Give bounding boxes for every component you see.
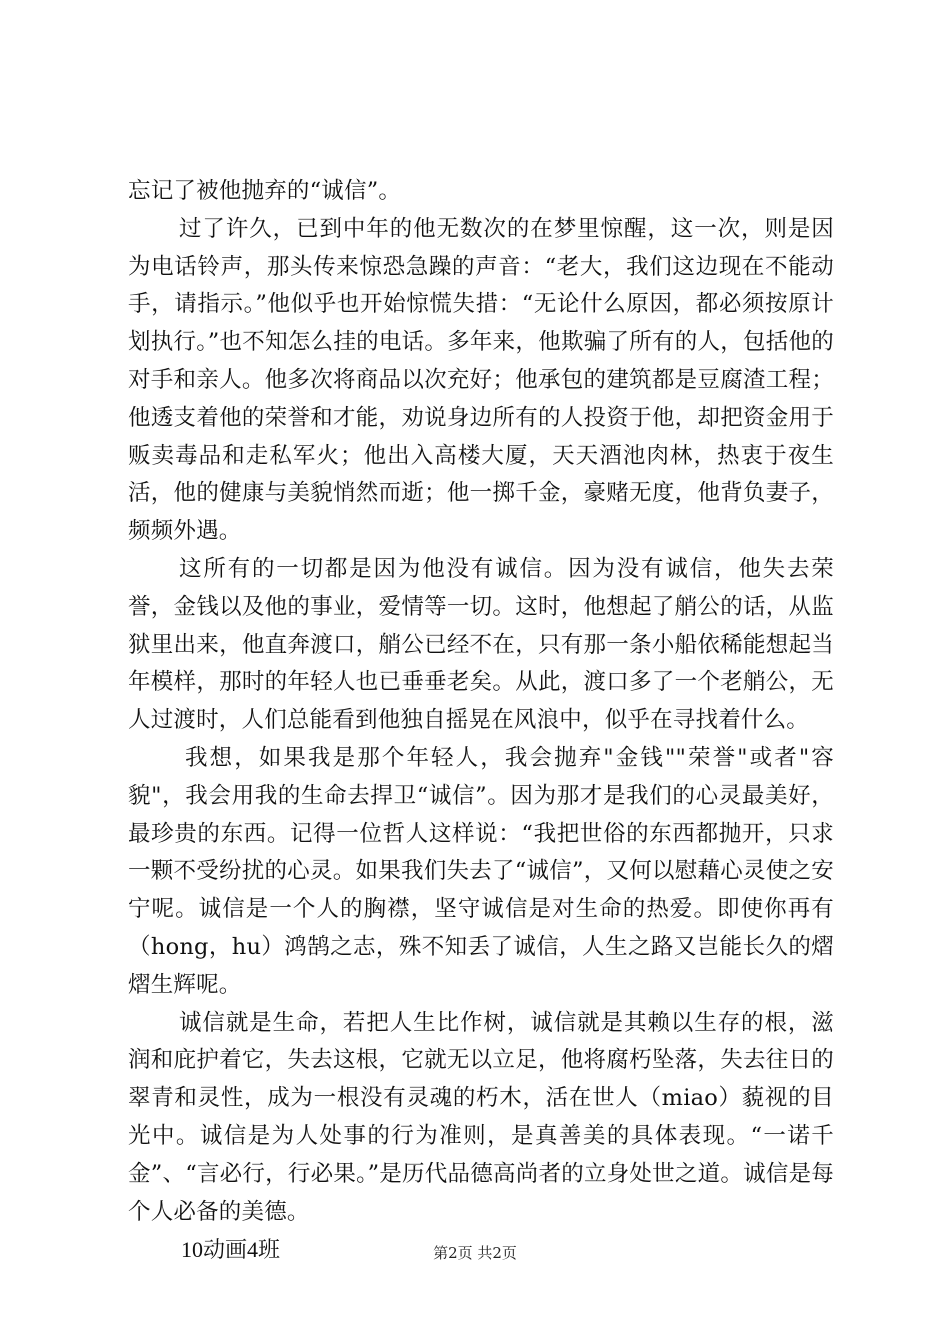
paragraph: 这所有的一切都是因为他没有诚信。因为没有诚信，他失去荣誉，金钱以及他的事业，爱情等一切。这时，他想起了艄公的话，从监狱里出来，他直奔渡口，艄公已经不在，只有那一条小船依稀能想起当年模样，那时的年轻人也已垂垂老矣。从此，渡口多了一个老艄公，无人过渡时，人们总能看到他独自摇晃在风浪中，似乎在寻找着什么。 (128, 555, 834, 734)
document-body (128, 173, 834, 1269)
paragraph: 过了许久，已到中年的他无数次的在梦里惊醒，这一次，则是因为电话铃声，那头传来惊恐急躁的声音：“老大，我们这边现在不能动手，请指示。”他似乎也开始惊慌失措：“无论什么原因，都必须按原计划执行。”也不知怎么挂的电话。多年来，他欺骗了所有的人，包括他的对手和亲人。他多次将商品以次充好；他承包的建筑都是豆腐渣工程；他透支着他的荣誉和才能，劝说身边所有的人投资于他，却把资金用于贩卖毒品和走私军火；他出入高楼大厦，天天酒池肉林，热衷于夜生活，他的健康与美貌悄然而逝；他一掷千金，豪赌无度，他背负妻子，频频外遇。 (128, 215, 834, 545)
paragraph-continuation: 忘记了被他抛弃的“诚信”。 (128, 178, 402, 204)
paragraph: 诚信就是生命，若把人生比作树，诚信就是其赖以生存的根，滋润和庇护着它，失去这根，它就无以立足，他将腐朽坠落，失去往日的翠青和灵性，成为一根没有灵魂的朽木，活在世人（miao）藐视的目光中。诚信是为人处事的行为准则，是真善美的具体表现。“一诺千金”、“言必行，行必果。”是历代品德高尚者的立身处世之道。诚信是每个人必备的美德。 (128, 1009, 834, 1225)
class-signature: 10动画4班 (181, 1237, 281, 1263)
paragraph: 我想，如果我是那个年轻人，我会抛弃"金钱""荣誉"或者"容貌"，我会用我的生命去捍卫“诚信”。因为那才是我们的心灵最美好，最珍贵的东西。记得一位哲人这样说：“我把世俗的东西都抛开，只求一颗不受纷扰的心灵。如果我们失去了“诚信”，又何以慰藉心灵使之安宁呢。诚信是一个人的胸襟，坚守诚信是对生命的热爱。即使你再有（hong，hu）鸿鹄之志，殊不知丢了诚信，人生之路又岂能长久的熠熠生辉呢。 (128, 744, 834, 998)
page-footer: 第2页 共2页 (433, 1244, 517, 1262)
